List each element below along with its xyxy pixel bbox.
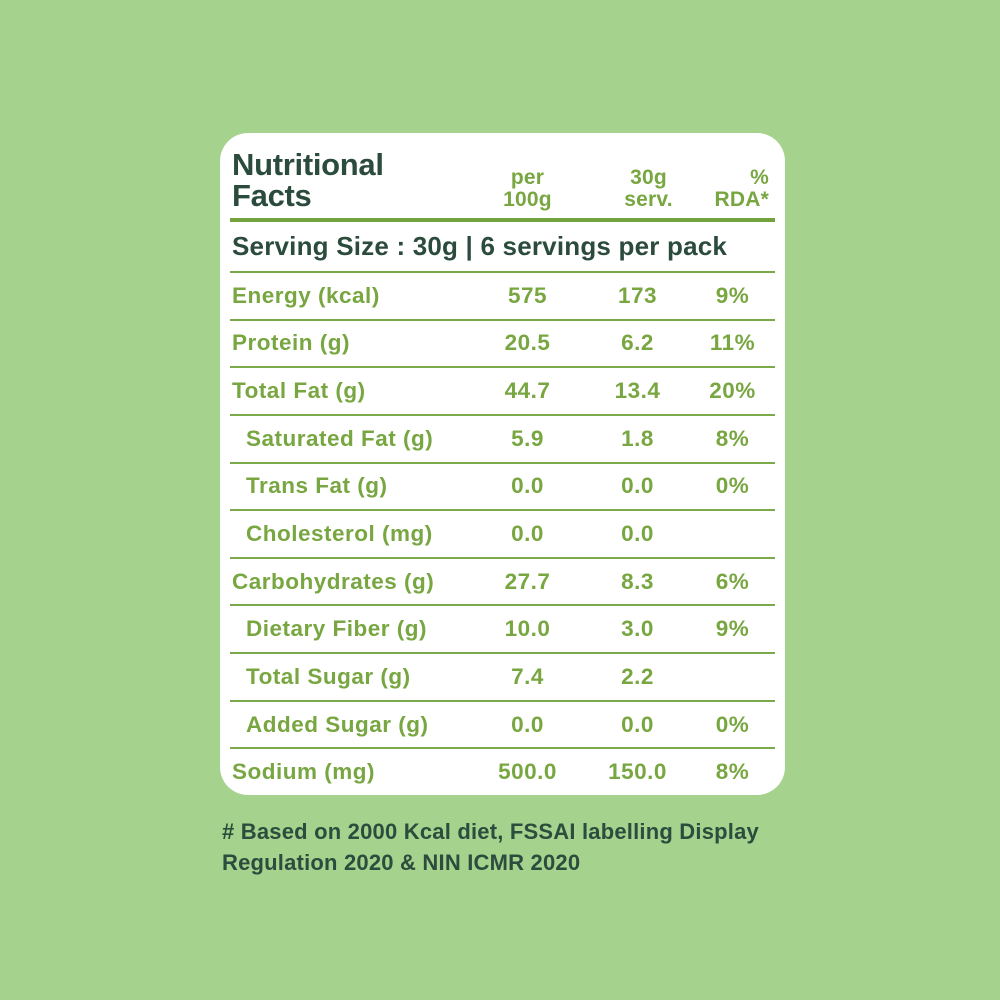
value-percent-rda: 20% xyxy=(709,378,756,404)
column-header-line: 30g xyxy=(630,165,667,189)
value-per-100g: 0.0 xyxy=(511,473,544,499)
value-per-serving: 1.8 xyxy=(621,425,654,451)
value-per-serving: 13.4 xyxy=(614,378,661,404)
nutrient-label: Added Sugar (g) xyxy=(246,711,429,737)
value-per-serving: 2.2 xyxy=(621,663,654,689)
value-per-serving: 0.0 xyxy=(621,521,654,547)
value-per-100g: 575 xyxy=(507,282,548,308)
value-per-100g: 5.9 xyxy=(511,425,544,451)
serving-size-row: Serving Size : 30g | 6 servings per pack xyxy=(230,218,775,271)
column-header-line: serv. xyxy=(624,187,673,211)
column-header-line: per xyxy=(510,165,545,189)
value-percent-rda: 6% xyxy=(715,568,750,594)
column-header-line: RDA* xyxy=(714,187,769,211)
nutrient-row xyxy=(230,747,775,795)
value-per-serving: 6.2 xyxy=(621,330,654,356)
nutrient-row xyxy=(230,509,775,557)
value-percent-rda: 0% xyxy=(715,473,750,499)
nutrient-table xyxy=(230,271,775,795)
value-percent-rda: 8% xyxy=(715,425,750,451)
nutrient-row xyxy=(230,700,775,748)
value-percent-rda: 8% xyxy=(715,759,750,785)
nutrient-label: Saturated Fat (g) xyxy=(246,425,434,451)
value-per-100g: 0.0 xyxy=(511,521,544,547)
value-per-100g: 20.5 xyxy=(504,330,551,356)
nutrient-label: Total Sugar (g) xyxy=(246,663,411,689)
card-header xyxy=(230,133,775,218)
nutrient-label: Sodium (mg) xyxy=(232,759,375,785)
column-header-line: % xyxy=(750,165,769,189)
value-per-100g: 10.0 xyxy=(504,616,551,642)
nutrient-label: Dietary Fiber (g) xyxy=(246,616,428,642)
nutrient-label: Cholesterol (mg) xyxy=(246,521,433,547)
nutrient-label: Total Fat (g) xyxy=(232,378,366,404)
nutrient-label: Protein (g) xyxy=(232,330,350,356)
value-per-100g: 0.0 xyxy=(511,711,544,737)
column-header-percent-rda xyxy=(690,167,775,211)
nutrient-label: Carbohydrates (g) xyxy=(232,568,435,594)
nutrient-row xyxy=(230,271,775,319)
value-percent-rda: 11% xyxy=(709,330,756,356)
value-per-100g: 500.0 xyxy=(498,759,557,785)
value-percent-rda: 0% xyxy=(715,711,750,737)
value-per-serving: 0.0 xyxy=(621,473,654,499)
value-per-100g: 7.4 xyxy=(511,663,544,689)
column-header-30g-serving xyxy=(596,167,701,211)
footnote-line-1: # Based on 2000 Kcal diet, FSSAI labelling Display xyxy=(222,819,759,844)
nutrient-row xyxy=(230,319,775,367)
value-per-serving: 150.0 xyxy=(608,759,667,785)
value-percent-rda: 9% xyxy=(715,616,750,642)
footnote xyxy=(222,816,782,878)
column-header-per-100g xyxy=(470,167,585,211)
footnote-line-2: Regulation 2020 & NIN ICMR 2020 xyxy=(222,850,581,875)
nutrient-row xyxy=(230,652,775,700)
value-per-100g: 27.7 xyxy=(504,568,551,594)
nutrition-facts-card xyxy=(220,133,785,795)
value-per-serving: 3.0 xyxy=(621,616,654,642)
column-header-line: 100g xyxy=(503,187,552,211)
nutrient-label: Trans Fat (g) xyxy=(246,473,388,499)
nutrient-row xyxy=(230,604,775,652)
value-per-serving: 8.3 xyxy=(621,568,654,594)
nutrient-row xyxy=(230,462,775,510)
card-title: Nutritional Facts xyxy=(232,147,384,213)
nutrient-row xyxy=(230,366,775,414)
value-per-serving: 0.0 xyxy=(621,711,654,737)
nutrient-row xyxy=(230,557,775,605)
value-per-serving: 173 xyxy=(617,282,658,308)
nutrient-label: Energy (kcal) xyxy=(232,282,380,308)
nutrient-row xyxy=(230,414,775,462)
value-per-100g: 44.7 xyxy=(504,378,551,404)
value-percent-rda: 9% xyxy=(715,282,750,308)
